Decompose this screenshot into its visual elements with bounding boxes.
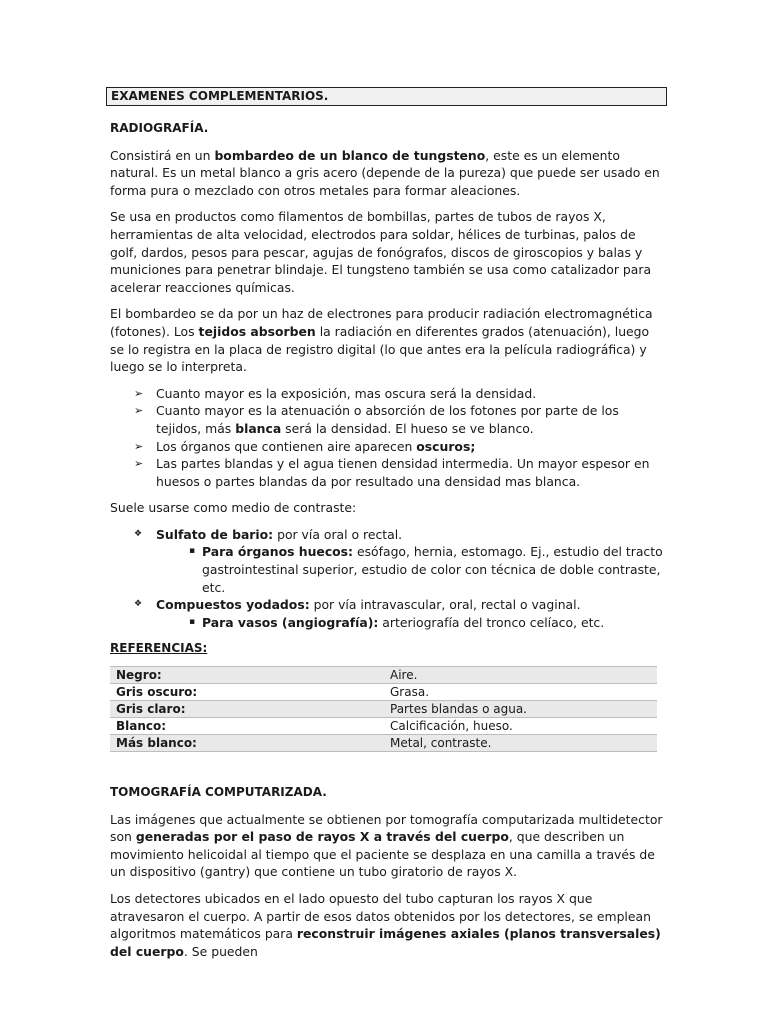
list-item: ❖ Sulfato de bario: por vía oral o rectal.	[134, 526, 403, 542]
table-row: Más blanco: Metal, contraste.	[110, 735, 657, 752]
density-bullet-list	[110, 385, 664, 491]
list-item: ➢ Las partes blandas y el agua tienen densidad intermedia. Un mayor espesor en huesos o partes blandas da por resultado una densidad mas blanca.	[134, 456, 650, 489]
arrow-bullet-icon: ➢	[134, 404, 144, 418]
list-item: ➢ Los órganos que contienen aire aparecen oscuros;	[134, 438, 476, 454]
arrow-bullet-icon: ➢	[134, 386, 144, 400]
radiografia-heading: RADIOGRAFÍA.	[110, 121, 209, 135]
diamond-bullet-icon: ❖	[134, 599, 143, 610]
diamond-bullet-icon: ❖	[134, 528, 143, 539]
contrast-list	[110, 526, 664, 544]
radiografia-paragraph-2: Se usa en productos como filamentos de bombillas, partes de tubos de rayos X, herramientas de alta velocidad, electrodos para soldar, hélices de turbinas, palos de golf, dardos, pesos para pescar, agujas de fonógrafos, discos de giroscopios y balas y municiones para penetrar blindaje. El tungsteno también se usa como catalizador para acelerar reacciones químicas.	[110, 209, 652, 295]
list-item: ▪ Para órganos huecos: esófago, hernia, estomago. Ej., estudio del tracto gastrointestinal superior, estudio de color con técnica de doble contraste, etc.	[189, 544, 663, 595]
table-row: Blanco: Calcificación, hueso.	[110, 718, 657, 735]
contrast-sublist-1	[110, 543, 664, 596]
list-item: ❖ Compuestos yodados: por vía intravascular, oral, rectal o vaginal.	[134, 597, 581, 613]
table-row: Gris claro: Partes blandas o agua.	[110, 701, 657, 718]
tomografia-paragraph-1: Las imágenes que actualmente se obtienen por tomografía computarizada multidetector son generadas por el paso de rayos X a través del cuerpo, que describen un movimiento helicoidal al tiempo que el paciente se desplaza en una camilla a través de un dispositivo (gantry) que contiene un tubo giratorio de rayos X.	[110, 811, 663, 880]
table-row: Negro: Aire.	[110, 667, 657, 684]
contrast-intro: Suele usarse como medio de contraste:	[110, 500, 357, 516]
list-item: ➢ Cuanto mayor es la exposición, mas oscura será la densidad.	[134, 385, 537, 401]
radiografia-paragraph-3: El bombardeo se da por un haz de electrones para producir radiación electromagnética (fotones). Los tejidos absorben la radiación en diferentes grados (atenuación), luego se lo registra en la placa de registro digital (lo que antes era la película radiográfica) y luego se lo interpreta.	[110, 306, 653, 375]
list-item: ▪ Para vasos (angiografía): arteriografía del tronco celíaco, etc.	[189, 614, 605, 630]
square-bullet-icon: ▪	[189, 546, 196, 557]
table-row: Gris oscuro: Grasa.	[110, 684, 657, 701]
tomografia-paragraph-2: Los detectores ubicados en el lado opuesto del tubo capturan los rayos X que atravesaron el cuerpo. A partir de esos datos obtenidos por los detectores, se emplean algoritmos matemáticos para reconstruir imágenes axiales (planos transversales) del cuerpo. Se pueden	[110, 891, 661, 959]
tomografia-heading: TOMOGRAFÍA COMPUTARIZADA.	[110, 785, 327, 800]
arrow-bullet-icon: ➢	[134, 457, 144, 471]
list-item: ➢ Cuanto mayor es la atenuación o absorción de los fotones por parte de los tejidos, más blanca será la densidad. El hueso se ve blanco.	[134, 403, 619, 436]
contrast-list-2	[110, 596, 664, 614]
arrow-bullet-icon: ➢	[134, 439, 144, 453]
square-bullet-icon: ▪	[189, 616, 196, 627]
document-page	[110, 87, 664, 960]
references-table	[110, 666, 657, 752]
radiografia-paragraph-1: Consistirá en un bombardeo de un blanco de tungsteno, este es un elemento natural. Es un metal blanco a gris acero (depende de la pureza) que puede ser usado en forma pura o mezclado con otros metales para formar aleaciones.	[110, 147, 660, 198]
section-title-box: EXAMENES COMPLEMENTARIOS.	[106, 87, 667, 106]
contrast-sublist-2	[110, 614, 664, 632]
references-heading: REFERENCIAS:	[110, 641, 208, 656]
